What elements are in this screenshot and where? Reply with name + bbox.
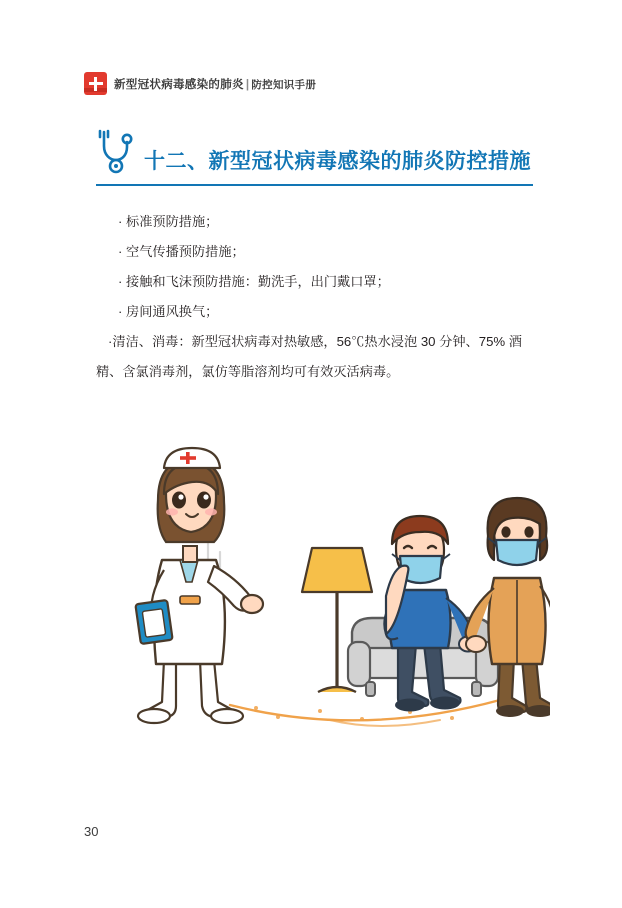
header-title-sub: 防控知识手册 — [251, 78, 317, 91]
page-header — [84, 72, 316, 95]
header-title-separator: | — [245, 78, 250, 91]
list-item: · 空气传播预防措施； — [118, 244, 245, 259]
list-item: · 标准预防措施； — [118, 214, 219, 229]
title-underline — [96, 184, 533, 186]
content-body — [96, 207, 536, 387]
stethoscope-icon — [96, 128, 136, 180]
page-number: 30 — [84, 824, 99, 839]
nurse-with-clipboard — [135, 448, 263, 723]
list-item: · 接触和飞沫预防措施：勤洗手，出门戴口罩； — [118, 274, 390, 289]
paragraph-disinfection: ·清洁、消毒：新型冠状病毒对热敏感，56℃热水浸泡 30 分钟、75% 酒精、含氯消毒剂，氯仿等脂溶剂均可有效灭活病毒。 — [96, 334, 522, 379]
list-item: · 房间通风换气； — [118, 304, 219, 319]
ground-dots — [254, 706, 454, 721]
header-title — [114, 76, 316, 92]
first-aid-kit-icon — [84, 72, 107, 95]
header-title-main: 新型冠状病毒感染的肺炎 — [114, 78, 244, 91]
nurse-advising-patient-illustration — [80, 420, 550, 750]
page-title: 十二、新型冠状病毒感染的肺炎防控措施 — [144, 150, 531, 173]
coughing-man-on-sofa — [384, 516, 477, 712]
section-title-block — [96, 124, 536, 186]
